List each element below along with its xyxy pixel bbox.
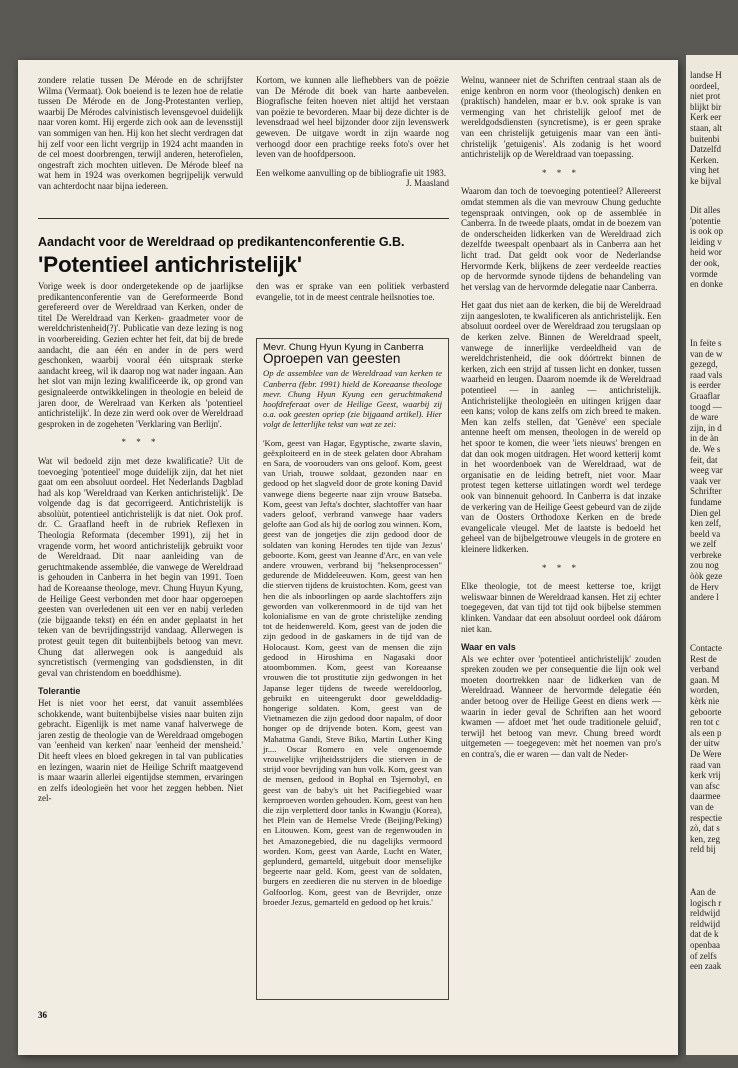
article-paragraph: Welnu, wanneer niet de Schriften centraal staan als de enige kenbron en norm voor (theologisch) denken en (praktisch) handelen, maar er b.v. ook sprake is van vermenging van het christelijk geloof met de wereldgodsdiensten (syncretisme), is er geen sprake van een christelijk getuigenis maar van een änti-christelijk 'getuigenis'. Als zodanig is het woord antichristelijk op de Wereldraad van toepassing.: [461, 75, 661, 160]
article-paragraph: den was er sprake van een politiek verbasterd evangelie, tot in de meest centrale heilsnoties toe.: [256, 281, 449, 302]
next-page-line: ren tot c: [690, 717, 720, 728]
next-page-line: feit, dat: [690, 454, 718, 465]
next-page-line: is eerder: [690, 380, 721, 391]
next-page-lines-c: [690, 338, 723, 603]
article-paragraph: Vorige week is door ondergetekende op de jaarlijkse predikantenconferentie van de Gereformeerde Bond gerefereerd over de Wereldraad van Kerken, onder de titel De Wereldraad van Kerken- graadmeter voor de wereldchristenheid(?)'. Publicatie van deze lezing is nog in voorbereiding. Gezien echter het feit, dat bij de brede aandacht, die aan één en ander in de pers werd geschonken, waarbij vooral één uitspraak sterke aandacht kreeg, wil ik daarop nog wat nader ingaan. Aan het slot van mijn lezing kwalificeerde ik, op grond van gesignaleerde ontwikkelingen in theologie en beleid de jaren door, de Werelraad van Kerken als 'potentieel antichristelijk'. In deze zin werd ook over de Wereldraad gesproken in de zogeheten 'Verklaring van Berlijn'.: [38, 281, 243, 429]
next-page-line: en donke: [690, 279, 723, 290]
next-page-line: vaak ver: [690, 475, 721, 486]
review-paragraph: Kortom, we kunnen alle liefhebbers van de poëzie van De Mérode dit boek van harte aanbevelen. Biografische feiten hoeven niet altijd het verstaan van poëzie te bevorderen. Maar bij deze dichter is de levensdraad wel heel bijzonder door zijn levenswerk geweven. De uitgave wordt in zijn waarde nog verhoogd door een prachtige reeks foto's over het leven van de hoofdpersoon.: [256, 75, 449, 160]
next-page-line: Schrifter: [690, 486, 722, 497]
box-body: 'Kom, geest van Hagar, Egyptische, zwarte slavin, geëxploiteerd en in de steek gelaten door Abraham en Sara, de voorouders van ons geloof. Kom, geest van Uriah, trouwe soldaat, gezonden naar en gedood op het slagveld door de grote koning David vanwege diens begeerte naar zijn vrouw Batseba. Kom, geest van Jefta's dochter, slachtoffer van haar vaders geloof, verbrand vanwege haar vaders gelofte aan God als hij de oorlog zou winnen. Kom, geest van de jongetjes die zijn gedood door de soldaten van koning Herodes ten tijde van Jezus' geboorte. Kom, geest van Jeanne d'Arc, en van vele andere vrouwen, verbrand bij "heksenprocessen" gedurende de Middeleeuwen. Kom, geest van hen die stierven tijdens de kruistochten. Kom, geest van hen die als inboorlingen op aarde slachtoffers zijn geworden van volkerenmoord in de tijd van het kolonialisme en van de grote christelijke zending tot de heidenwereld. Kom, geest van de joden die zijn gedood in de gaskamers in de tijd van de Holocaust. Kom, geest van de mensen die zijn gedood in Hiroshima en Nagasaki door atoombommen. Kom, geest van Koreaanse vrouwen die tot prostitutie zijn gedwongen in het Japanse leger tijdens de tweede wereldoorlog, gebruikt en uiteengerukt door gewelddadig-hongerige soldaten. Kom, geest van de Vietnamezen die zijn gedood door napalm, of door honger op de drijvende boten. Kom, geest van Mahatma Gandi, Steve Biko, Martin Luther King jr.... Oscar Romero en vele ongenoemde vrouwelijke vrijheidsstrijders die stierven in de strijd voor bevrijding van hun volk. Kom, geest van de mensen, gedood in Bophal en Tsjernobyl, en geest van de baby's uit het Pacifiegebied waar kernproeven worden gehouden. Kom, geest van hen die zijn verpletterd door tanks in Kwangju (Korea), het Plein van de Hemelse Vrede (Beijing/Peking) en Litouwen. Kom, geest van de regenwouden in het Amazonegebied, die nu dagelijks vermoord worden. Kom, geest van Aarde, Lucht en Water, geplunderd, gemarteld, uitgebuit door menselijke begeerte naar geld. Kom, geest van de soldaten, burgers en zeedieren die nu sterven in de bloedige Golfoorlog. Kom, geest van de Bevrijder, onze broeder Jezus, gemarteld en gedood op het kruis.': [263, 437, 442, 907]
next-page-line: Kerken.: [690, 154, 721, 165]
next-page-line: van de: [690, 801, 716, 812]
next-page-line: worden,: [690, 685, 722, 696]
next-page-line: kèrk nie: [690, 695, 720, 706]
next-page-line: kerk vrij: [690, 770, 721, 781]
next-page-line: Dien gel: [690, 507, 721, 518]
next-page-line: een zaak: [690, 961, 722, 972]
box-intro: Op de assemblee van de Wereldraad van kerken te Canberra (febr. 1991) hield de Koreaanse theologe mevr. Chung Hyun Kyung een geruchtmakend hoofdreferaat over de Heilige Geest, waarbij zij o.a. ook geesten opriep (zie bijgaand artikel). Hier volgt de letterlijke tekst van wat ze zei:: [263, 368, 442, 430]
next-page-line: in de àn: [690, 433, 719, 444]
next-page-line: dat de k: [690, 929, 719, 940]
next-page-line: ken zelf,: [690, 518, 724, 529]
review-closing: Een welkome aanvulling op de bibliografie uit 1983.: [256, 167, 446, 178]
next-page-line: raad vals: [690, 369, 723, 380]
next-page-line: logisch r: [690, 897, 722, 908]
next-page-line: daarmee: [690, 791, 721, 802]
next-page-line: openbaa: [690, 939, 720, 950]
next-page-line: geboorte: [690, 706, 722, 717]
next-page-line: landse H: [690, 70, 722, 80]
article-kicker: Aandacht voor de Wereldraad op predikantenconferentie G.B.: [38, 235, 405, 249]
next-page-line: fundame: [690, 496, 722, 507]
next-page-lines-a: [690, 70, 722, 187]
article-paragraph: Elke theologie, tot de meest ketterse toe, krijgt weliswaar binnen de Wereldraad kansen. Het zij echter toegegeven, dat van tijd tot tijd ook bijbelse stemmen klinken. Vandaar dat een absoluut oordeel ook dáárom niet kan.: [461, 581, 661, 634]
next-page-line: der uitw: [690, 738, 720, 749]
next-page-line: staan, alt: [690, 122, 722, 133]
next-page-line: verband: [690, 664, 722, 675]
next-page-line: Graaflar: [690, 390, 720, 401]
page-number: 36: [38, 1010, 47, 1020]
next-page-line: heid wor: [690, 247, 722, 258]
article-paragraph: Wat wil bedoeld zijn met deze kwalificatie? Uit de toevoeging 'potentieel' moge duidelijk zijn, dat het niet gaat om een absoluut oordeel. Het Nederlands Dagblad had als kop 'Wereldraad van Kerken antichristelijk'. De volgende dag is dat gecorrigeerd. Antichristelijk is absolùùt, potentieel antichristelijk is dat niet. Ook prof. dr. C. Graafland heeft in de rubriek Reflexen in Theologia Reformata (december 1991), zij het in vragende vorm, het woord antichristelijk gebruikt voor de Wereldraad. Dit naar aanleiding van de geruchtmakende assemblée, die vanwege de Wereldraad is gehouden in Canberra in het begin van 1991. Toen had de Koreaanse theologe, mevr. Chung Huyun Kyung, de Heilige Geest verbonden met door haar opgeroepen geesten van overledenen uit een ver en nabij verleden (zie bijgaande tekst) en één en ander geplaatst in het teken van de bevrijdingsstrijd vandaag. Allerwegen is protest geuit tegen dit buitenbijbels betoog van mevr. Chung dat allerwegen ook is aangeduid als syncretistisch (vermenging van godsdiensten, in dit geval van christendom en boeddhisme).: [38, 455, 243, 678]
article-paragraph: Het is niet voor het eerst, dat vanuit assemblées schokkende, want buitenbijbelse visies naar buiten zijn gebracht. Eigenlijk is met name vanaf halverwege de jaren zestig de theologie van de Wereldraad omgebogen van 'eenheid van kerken' naar 'eenheid der mensheid.' Dit heeft vlees en bloed gekregen in tal van publicaties en lezingen, waarin niet de Heilige Schrift maatgevend is maar waarin allerlei eigentijdse stemmen, ervaringen en zelfs ideologieën het voor het zeggen hebben. Niet zel-: [38, 697, 243, 804]
next-page-line: de. We s: [690, 443, 721, 454]
next-page-line: Rest de: [690, 653, 719, 664]
next-page-line: andere l: [690, 592, 719, 603]
article-paragraph: Het gaat dus niet aan de kerken, die bij de Wereldraad zijn aangesloten, te kwalificeren als antichristelijk. Een absoluut oordeel over de Wereldraad zou terugslaan op de kerken zelve. Binnen de Wereldraad speelt, vanwege de innerlijke verdeeldheid van de wereldchristenheid, die ook dóórtrekt binnen de kerken, zich een strijd af tussen licht en donker, tussen waarheid en leugen. Daarom noemde ik de Wereldraad potentieel — in aanleg — antichristelijk. Antichristelijke theologieën en uitingen krijgen daar een kans; volop de kans zelfs om zich breed te maken. Men kan zelfs stellen, dat 'Genève' een speciale antenne heeft om mensen, theologen in de wereld op het spoor te komen, die weer 'iets nieuws' brengen en dat dan ook mogen uitdragen. Het woord ketterij komt in het woordenboek van de Wereldraad, wat de organisatie en de leiding betreft, niet voor. Maar protest tegen ketterse uitlatingen wordt wel terdege ook van binnenuit gehoord. In Canberra is dat inzake de verkering van de Heilige Geest gebeurd van de zijde van de Oosters Orthodoxe Kerken en de brede evangelicale vleugel. Met de laatste is bedoeld het geheel van de bijbelgetrouwe vleugels in de grotere en kleinere lidkerken.: [461, 300, 661, 554]
review-text-left: [38, 75, 243, 200]
next-page-line: als een p: [690, 727, 722, 738]
next-page-lines-b: [690, 205, 723, 290]
next-page-line: De Were: [690, 748, 722, 759]
review-paragraph: zondere relatie tussen De Mérode en de schrijfster Wilma (Vermaat). Ook boeiend is te lezen hoe de relatie tussen De Mérode en de Jong-Protestanten verliep, waarbij De Mérodes calvinistisch levensgevoel duidelijk naar voren komt. Hij ergerde zich ook aan de levensstijl van sommigen van hen. Hij kon het slecht verdragen dat hij zelf voor een licht vergrijp in 1924 acht maanden in de cel moest doorbrengen, terwijl anderen, heterofielen, ongestraft zich mochten uitleven. De Mérode bleef na wat hem in 1924 was overkomen begrijpelijk verwuld van achterdocht naar bijna iedereen.: [38, 75, 243, 191]
sidebar-box: [256, 338, 449, 1000]
next-page-line: is ook op: [690, 226, 724, 237]
article-headline: 'Potentieel antichristelijk': [38, 252, 302, 277]
section-divider: [38, 218, 449, 219]
next-page-line: niet prot: [690, 91, 721, 102]
next-page-line: ving het: [690, 165, 720, 176]
next-page-line: vormde: [690, 268, 720, 279]
box-title: Oproepen van geesten: [263, 351, 401, 367]
next-page-lines-e: [690, 887, 721, 972]
next-page-line: beeld va: [690, 528, 721, 539]
next-page-line: leiding v: [690, 236, 722, 247]
article-column-3: [461, 75, 661, 1005]
next-page-line: zijn, in d: [690, 422, 722, 433]
next-page-line: gezegd,: [690, 359, 720, 370]
next-page-line: toogd —: [690, 401, 722, 412]
next-page-line: raad van: [690, 759, 721, 770]
next-page-line: Dit alles: [690, 205, 721, 215]
review-text-right: [256, 75, 449, 189]
next-page-line: of zelfs: [690, 950, 719, 961]
next-page-line: van afsc: [690, 780, 720, 791]
next-page-line: Aan de: [690, 887, 718, 897]
next-page-line: de Herv: [690, 581, 719, 592]
next-page-line: Kerk eer: [690, 112, 722, 123]
next-page-line: reldwijd: [690, 918, 720, 929]
section-stars: * * *: [542, 167, 580, 178]
next-page-line: 'potentie: [690, 215, 721, 226]
next-page-edge: [686, 55, 738, 1055]
next-page-line: van de w: [690, 348, 723, 359]
next-page-line: òòk geze: [690, 571, 723, 582]
next-page-line: we zelf: [690, 539, 719, 550]
next-page-line: respectie: [690, 812, 722, 823]
article-column-1: [38, 281, 243, 1001]
next-page-line: Datzelfd: [690, 144, 721, 155]
next-page-line: zò, dat s: [690, 823, 720, 834]
next-page-line: reld bij: [690, 844, 716, 855]
next-page-lines-d: [690, 643, 722, 855]
next-page-line: In feite s: [690, 338, 722, 348]
next-page-line: verbreke: [690, 549, 722, 560]
section-stars: * * *: [121, 437, 160, 448]
next-page-line: der ook,: [690, 257, 722, 268]
next-page-line: oordeel,: [690, 80, 722, 91]
review-signature: J. Maasland: [406, 178, 449, 189]
next-page-line: blijkt bir: [690, 101, 722, 112]
box-kicker: Mevr. Chung Hyun Kyung in Canberra: [263, 342, 424, 353]
subheading-tolerantie: Tolerantie: [38, 686, 81, 697]
next-page-line: reldwijd: [690, 908, 720, 919]
next-page-line: weeg var: [690, 465, 723, 476]
article-paragraph: Waarom dan toch de toevoeging potentieel? Allereerst omdat stemmen als die van mevrouw Chung geduchte tegenspraak ontvingen, ook op de assemblée in Canberra. In de tweede plaats, omdat in de boezem van de onderscheiden lidkerken van de Wereldraad zich dezelfde tweespalt openbaart als in Canberra aan het licht trad. Dat geldt ook voor de Nederlandse Hervormde Kerk, blijkens de zeer verdeelde reacties op de hervormde synode tijdens de behandeling van het verslag van de hervormde delegatie naar Canberra.: [461, 186, 661, 292]
next-page-line: zou nog: [690, 560, 721, 571]
magazine-page: [18, 60, 678, 1055]
next-page-line: de ware: [690, 412, 719, 423]
next-page-line: gaan. M: [690, 674, 720, 685]
article-column-2-top: [256, 281, 449, 310]
next-page-line: ken, zeg: [690, 833, 720, 844]
article-paragraph: Als we echter over 'potentieel antichristelijk' zouden spreken zouden we per consequentie die lijn ook wel moeten doortrekken naar de lidkerken van de Wereldraad. Wanneer de hervormde delegatie één ander betoog over de Heilige Geest en diens werk — waarin in ieder geval de Schriften aan het woord kwamen — afdoet met 'het oude traditionele geluid', terwijl het betoog van mevr. Chung breed wordt uitgemeten — toegegeven: mèt het noemen van pro's en contra's, die er waren — dan valt de Neder-: [461, 653, 661, 760]
section-stars: * * *: [542, 562, 580, 573]
next-page-line: buitenbi: [690, 133, 720, 144]
subheading-waar-en-vals: Waar en vals: [461, 642, 516, 653]
next-page-line: Contacte: [690, 643, 722, 653]
next-page-line: ke bijval: [690, 175, 722, 186]
